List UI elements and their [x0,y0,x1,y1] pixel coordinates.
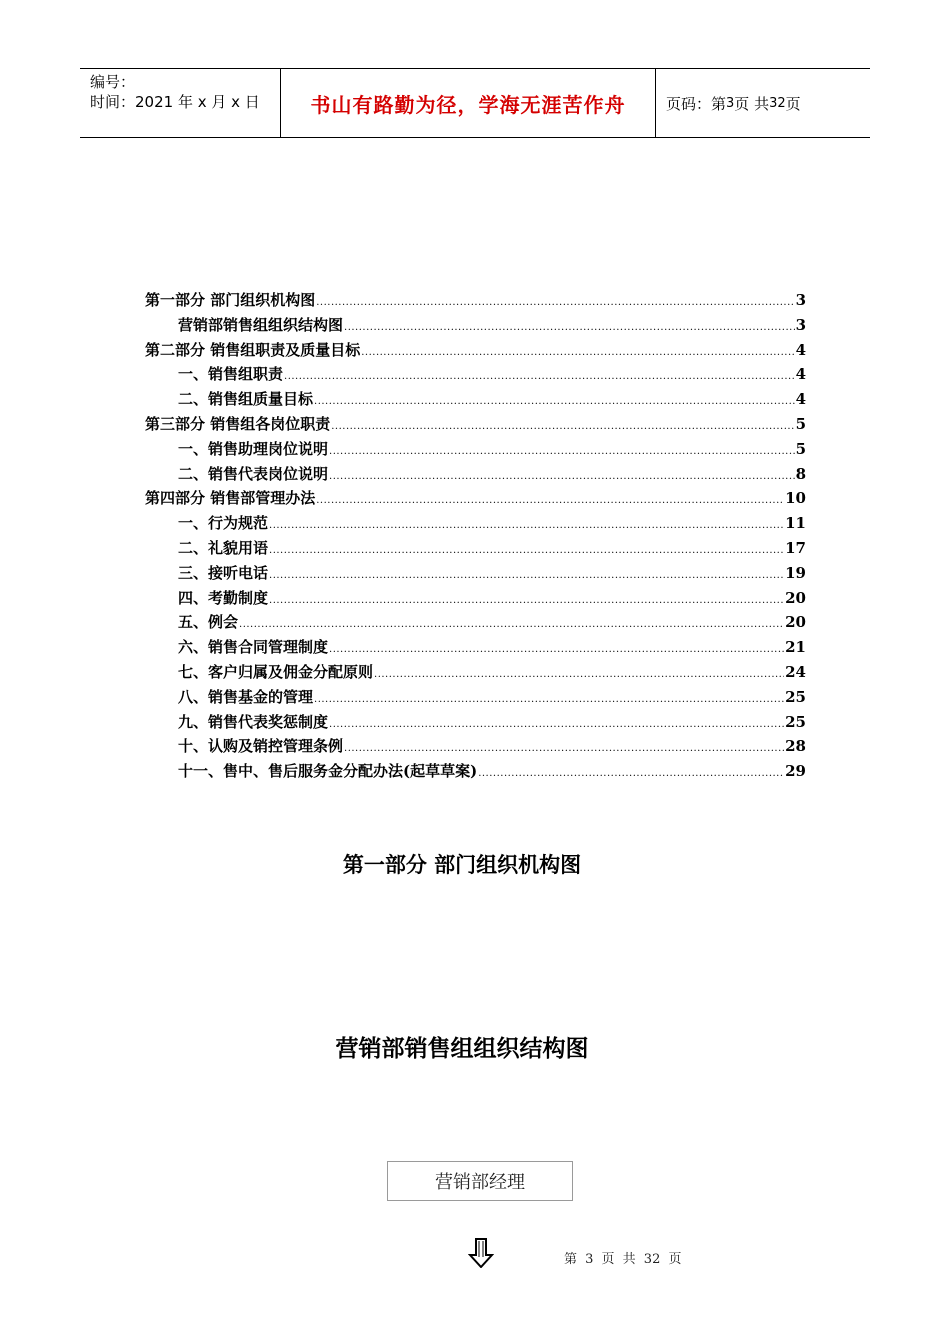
number-label: 编号： [90,73,136,91]
toc-entry-page: 3 [795,291,806,309]
toc-entry-page: 28 [785,737,806,756]
toc-entry-page: 11 [785,514,806,533]
toc-entry-label: 八、销售基金的管理 [178,687,314,706]
toc-leader-dots [331,421,794,432]
toc-leader-dots [269,545,784,556]
toc-entry[interactable] [145,686,806,711]
toc-entry-page: 4 [795,390,806,409]
toc-entry-page: 25 [785,712,806,731]
toc-entry-label: 十一、售中、售后服务金分配办法(起草草案) [178,762,478,781]
page-header [80,68,870,138]
toc-entry-label: 一、销售助理岗位说明 [178,439,329,458]
toc-entry-label: 三、接听电话 [178,563,269,582]
header-slogan: 书山有路勤为径，学海无涯苦作舟 [280,69,656,137]
toc-leader-dots [329,719,784,730]
toc-entry-label: 六、销售合同管理制度 [178,638,329,657]
toc-entry[interactable] [145,339,806,364]
toc-entry-label: 二、销售组质量目标 [178,390,314,409]
toc-leader-dots [314,396,795,407]
toc-leader-dots [316,495,784,506]
part1-title: 第一部分 部门组织机构图 [342,852,582,877]
toc-entry-page: 5 [795,414,806,433]
header-page-info [656,69,870,137]
toc-entry[interactable] [145,487,806,512]
toc-entry-label: 营销部销售组组织结构图 [178,315,344,334]
page-footer: 第 3 页 共 32 页 [564,1252,682,1267]
toc-leader-dots [239,619,784,630]
toc-entry-label: 第四部分 销售部管理办法 [145,489,316,508]
toc-leader-dots [329,644,784,655]
toc-entry[interactable] [145,463,806,488]
toc-leader-dots [269,520,784,531]
toc-entry-label: 四、考勤制度 [178,588,269,607]
toc-leader-dots [314,694,784,705]
table-of-contents [145,289,806,785]
toc-entry-page: 3 [795,315,806,334]
page-prefix: 页码：第 [666,94,727,113]
toc-entry-page: 20 [785,588,806,607]
toc-entry[interactable] [145,611,806,636]
toc-leader-dots [478,768,784,779]
toc-entry-page: 21 [785,638,806,657]
toc-leader-dots [374,669,784,680]
toc-entry[interactable] [145,512,806,537]
toc-entry[interactable] [145,413,806,438]
org-node-sales-manager: 营销部经理 [387,1161,573,1201]
toc-leader-dots [361,347,794,358]
page-total: 32 [769,95,786,111]
toc-entry-page: 10 [785,489,806,508]
page-current: 3 [726,95,735,111]
org-chart-title: 营销部销售组组织结构图 [335,1035,589,1062]
toc-entry[interactable] [145,363,806,388]
toc-entry-label: 九、销售代表奖惩制度 [178,712,329,731]
toc-entry-page: 20 [785,613,806,632]
toc-entry-page: 17 [785,538,806,557]
toc-leader-dots [344,322,795,333]
toc-entry[interactable] [145,587,806,612]
toc-entry-label: 七、客户归属及佣金分配原则 [178,662,374,681]
time-label: 时间：2021 年 x 月 x 日 [90,93,260,111]
toc-entry-page: 19 [785,563,806,582]
toc-leader-dots [344,743,784,754]
toc-entry-label: 五、例会 [178,613,239,632]
toc-leader-dots [329,471,795,482]
down-arrow-icon [468,1238,494,1268]
toc-entry[interactable] [145,289,806,314]
toc-entry[interactable] [145,562,806,587]
toc-entry-page: 24 [785,662,806,681]
toc-entry-page: 5 [795,439,806,458]
toc-entry[interactable] [145,760,806,785]
toc-entry-page: 25 [785,687,806,706]
toc-entry-page: 29 [785,762,806,781]
toc-entry-label: 二、礼貌用语 [178,538,269,557]
toc-entry[interactable] [145,314,806,339]
toc-leader-dots [316,297,794,308]
toc-leader-dots [329,446,795,457]
page-mid: 页 共 [734,94,770,113]
header-meta [80,69,280,137]
toc-leader-dots [269,570,784,581]
toc-entry[interactable] [145,537,806,562]
toc-entry-label: 一、行为规范 [178,514,269,533]
toc-entry[interactable] [145,438,806,463]
toc-entry[interactable] [145,636,806,661]
toc-entry[interactable] [145,711,806,736]
toc-entry-label: 十、认购及销控管理条例 [178,737,344,756]
toc-entry[interactable] [145,735,806,760]
toc-entry-label: 第三部分 销售组各岗位职责 [145,414,331,433]
toc-entry-page: 4 [795,365,806,384]
toc-entry-label: 二、销售代表岗位说明 [178,464,329,483]
toc-entry-label: 第一部分 部门组织机构图 [145,291,316,309]
toc-leader-dots [269,595,784,606]
page-suffix: 页 [785,94,801,113]
toc-entry-page: 4 [795,340,806,359]
toc-entry[interactable] [145,388,806,413]
toc-entry[interactable] [145,661,806,686]
toc-entry-label: 一、销售组职责 [178,365,284,384]
toc-leader-dots [284,371,795,382]
toc-entry-label: 第二部分 销售组职责及质量目标 [145,340,361,359]
toc-entry-page: 8 [795,464,806,483]
